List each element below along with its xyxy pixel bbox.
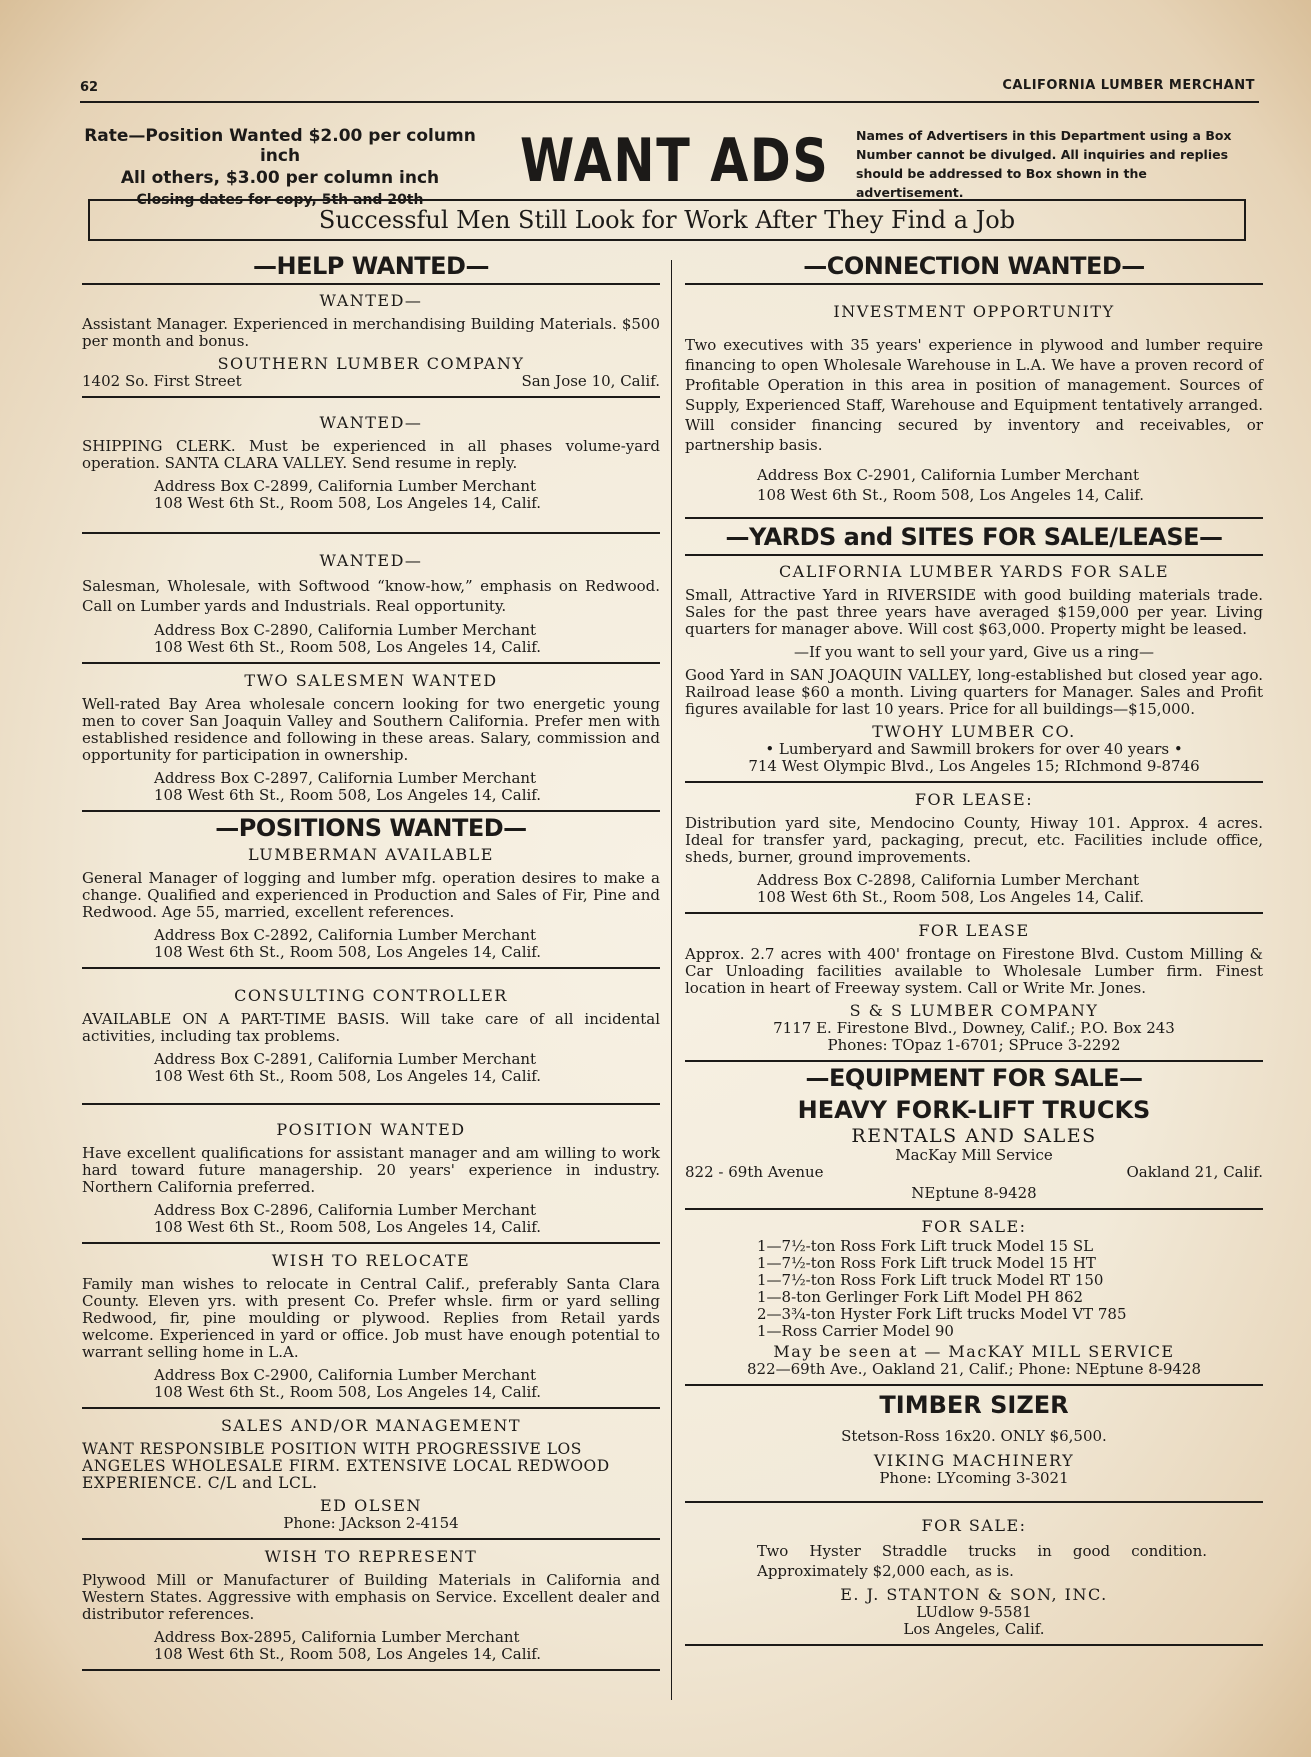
ad-company: SOUTHERN LUMBER COMPANY: [217, 354, 525, 373]
ad-pos-6: [82, 1540, 660, 1671]
rate-line-1: Rate—Position Wanted $2.00 per column inch: [84, 126, 476, 166]
address-line-2: 108 West 6th St., Room 508, Los Angeles 14, Calif.: [154, 786, 542, 804]
list-item: 1—7½-ton Ross Fork Lift truck Model 15 HT: [757, 1254, 1096, 1272]
ad-phone: LUdlow 9-5581: [916, 1603, 1032, 1621]
section-help-wanted: —HELP WANTED—: [82, 252, 660, 285]
ad-address: [82, 927, 660, 961]
ad-body: AVAILABLE ON A PART-TIME BASIS. Will take care of all incidental activities, including tax problems.: [82, 1010, 660, 1045]
ad-heading: FOR LEASE: [918, 921, 1030, 940]
ad-body-2: Good Yard in SAN JOAQUIN VALLEY, long-established but closed year ago. Railroad lease $60 a month. Living quarters for Manager. Sales and Profit figures available for last 10 years. Price for all buildings—$15,000.: [685, 666, 1263, 718]
ad-pos-2: [82, 969, 660, 1105]
section-yards-sites: —YARDS and SITES FOR SALE/LEASE—: [685, 523, 1263, 556]
address-line-2: 108 West 6th St., Room 508, Los Angeles 14, Calif.: [154, 1067, 542, 1085]
ad-tagline: —If you want to sell your yard, Give us a ring—: [794, 643, 1154, 661]
ad-phone: NEptune 8-9428: [911, 1184, 1037, 1202]
rate-line-2: All others, $3.00 per column inch: [120, 168, 440, 188]
left-column: [82, 252, 660, 1671]
address-line-2: 108 West 6th St., Room 508, Los Angeles 14, Calif.: [154, 638, 542, 656]
ad-address: [82, 770, 660, 804]
address-line-1: Address Box C-2899, California Lumber Merchant: [154, 477, 537, 495]
slogan-box: Successful Men Still Look for Work After They Find a Job: [88, 199, 1246, 241]
ad-line-2: Phones: TOpaz 1-6701; SPruce 3-2292: [827, 1036, 1121, 1054]
ad-pos-3: [82, 1105, 660, 1244]
section-equipment: —EQUIPMENT FOR SALE—: [805, 1064, 1143, 1092]
ad-equip-2: [685, 1210, 1263, 1386]
address-line-2: 108 West 6th St., Room 508, Los Angeles 14, Calif.: [154, 1218, 542, 1236]
address-line-2: 108 West 6th St., Room 508, Los Angeles 14, Calif.: [154, 494, 542, 512]
ad-address: [82, 1629, 660, 1663]
ad-heading: TWO SALESMEN WANTED: [244, 671, 498, 690]
ad-heading: WISH TO RELOCATE: [271, 1251, 471, 1270]
ad-address: [82, 622, 660, 656]
ad-address: [82, 1367, 660, 1401]
ad-pos-1: [82, 845, 660, 969]
ad-phone: Phone: LYcoming 3-3021: [879, 1469, 1069, 1487]
ad-title: TIMBER SIZER: [879, 1391, 1069, 1419]
address-line-1: Address Box C-2897, California Lumber Merchant: [154, 769, 537, 787]
ad-yards-1: [685, 562, 1263, 783]
ad-help-3: [82, 534, 660, 664]
ad-body: Two Hyster Straddle trucks in good condition. Approximately $2,000 each, as is.: [757, 1542, 1207, 1580]
running-head: CALIFORNIA LUMBER MERCHANT: [1002, 78, 1255, 93]
address-line-1: Address Box C-2900, California Lumber Merchant: [154, 1366, 537, 1384]
ad-heading: SALES AND/OR MANAGEMENT: [220, 1416, 522, 1435]
ad-city: San Jose 10, Calif.: [521, 372, 660, 390]
column-divider: [671, 260, 672, 1700]
section-positions-wanted: —POSITIONS WANTED—: [215, 814, 527, 842]
ad-body: Well-rated Bay Area wholesale concern looking for two energetic young men to cover San Joaquin Valley and Southern California. Prefer men with established residence and following in these areas. Salary, commission and opportunity for participation in ownership.: [82, 695, 660, 764]
ad-pos-5: [82, 1409, 660, 1540]
ad-body: Plywood Mill or Manufacturer of Building Materials in California and Western States. Aggressive with emphasis on Service. Excellent dealer and distributor references.: [82, 1571, 660, 1623]
ad-heading: WISH TO REPRESENT: [264, 1547, 478, 1566]
ad-heading: WANTED—: [319, 551, 423, 570]
ad-company: TWOHY LUMBER CO.: [872, 722, 1076, 741]
address-line-1: Address Box C-2892, California Lumber Merchant: [154, 926, 537, 944]
ad-heading: FOR LEASE:: [914, 790, 1034, 809]
ad-line-2: 822—69th Ave., Oakland 21, Calif.; Phone: NEptune 8-9428: [747, 1360, 1201, 1378]
ad-equip-3: [685, 1386, 1263, 1503]
ad-help-1: [82, 291, 660, 398]
ad-body: Approx. 2.7 acres with 400' frontage on Firestone Blvd. Custom Milling & Car Unloading facilities available to Wholesale Lumber firm. Finest location in heart of Freeway system. Call or Write Mr. Jones.: [685, 945, 1263, 997]
ad-body: SHIPPING CLERK. Must be experienced in all phases volume-yard operation. SANTA CLARA VALLEY. Send resume in reply.: [82, 437, 660, 472]
ad-address: [685, 465, 1263, 505]
list-item: 1—7½-ton Ross Fork Lift truck Model RT 150: [757, 1271, 1104, 1289]
ad-heading: LUMBERMAN AVAILABLE: [248, 845, 494, 864]
ad-address: [82, 1202, 660, 1236]
page-title: WANT ADS: [520, 126, 830, 196]
ad-yards-2: [685, 783, 1263, 914]
right-column: [685, 252, 1263, 1646]
rate-line-3: Closing dates for copy, 5th and 20th: [136, 192, 424, 208]
address-line-1: Address Box-2895, California Lumber Merchant: [154, 1628, 520, 1646]
ad-pos-4: [82, 1244, 660, 1409]
list-item: 1—Ross Carrier Model 90: [757, 1322, 954, 1340]
ad-name: ED OLSEN: [320, 1496, 422, 1515]
ad-address: [685, 1164, 1263, 1181]
address-line-1: Address Box C-2898, California Lumber Merchant: [757, 871, 1140, 889]
ad-address: [685, 872, 1263, 906]
ad-help-4: [82, 664, 660, 812]
page-number: 62: [80, 80, 99, 95]
ad-equip-1: [685, 1095, 1263, 1210]
address-line-1: Address Box C-2901, California Lumber Merchant: [757, 466, 1140, 484]
address-line-2: 108 West 6th St., Room 508, Los Angeles 14, Calif.: [154, 1383, 542, 1401]
address-line-2: 108 West 6th St., Room 508, Los Angeles 14, Calif.: [154, 943, 542, 961]
ad-address: [82, 373, 660, 390]
ad-line-1: 7117 E. Firestone Blvd., Downey, Calif.; P.O. Box 243: [773, 1019, 1175, 1037]
ad-conn-1: [685, 291, 1263, 519]
ad-city: Oakland 21, Calif.: [1126, 1163, 1263, 1181]
ad-yards-3: [685, 914, 1263, 1062]
ad-heading: CONSULTING CONTROLLER: [234, 986, 508, 1005]
ad-body: Assistant Manager. Experienced in merchandising Building Materials. $500 per month and bonus.: [82, 315, 660, 350]
top-rule: [80, 101, 1259, 103]
rate-info: [80, 126, 480, 208]
ad-body: Have excellent qualifications for assistant manager and am willing to work hard toward future managership. 20 years' experience in industry. Northern California preferred.: [82, 1144, 660, 1196]
address-line-2: 108 West 6th St., Room 508, Los Angeles 14, Calif.: [757, 888, 1145, 906]
list-item: 1—8-ton Gerlinger Fork Lift Model PH 862: [757, 1288, 1084, 1306]
list-item: 1—7½-ton Ross Fork Lift truck Model 15 SL: [757, 1237, 1094, 1255]
ad-phone: Phone: JAckson 2-4154: [283, 1514, 459, 1532]
ad-line-1: • Lumberyard and Sawmill brokers for over 40 years •: [765, 740, 1183, 758]
ad-company: E. J. STANTON & SON, INC.: [840, 1585, 1108, 1604]
ad-line-2: 714 West Olympic Blvd., Los Angeles 15; RIchmond 9-8746: [748, 757, 1200, 775]
ad-equip-4: [685, 1503, 1263, 1646]
ad-body: Two executives with 35 years' experience in plywood and lumber require financing to open Wholesale Warehouse in L.A. We have a proven record of Profitable Operation in this area in position of management. Sources of Supply, Experienced Staff, Warehouse and Equipment tentatively arranged. Will consider financing secured by inventory and receivables, or partnership basis.: [685, 336, 1263, 454]
ad-body: General Manager of logging and lumber mfg. operation desires to make a change. Qualified and experienced in Production and Sales of Fir, Pine and Redwood. Age 55, married, excellent references.: [82, 869, 660, 921]
advertiser-notice: Names of Advertisers in this Department using a Box Number cannot be divulged. All inquiries and replies should be addressed to Box shown in the advertisement.: [856, 128, 1232, 200]
ad-heading: INVESTMENT OPPORTUNITY: [833, 302, 1115, 321]
address-line-1: Address Box C-2891, California Lumber Merchant: [154, 1050, 537, 1068]
ad-heading: FOR SALE:: [921, 1217, 1027, 1236]
ad-title: HEAVY FORK-LIFT TRUCKS: [797, 1096, 1151, 1124]
ad-address: [82, 478, 660, 512]
ad-line-1: Stetson-Ross 16x20. ONLY $6,500.: [841, 1427, 1107, 1445]
ad-heading: WANTED—: [319, 413, 423, 432]
ad-body: WANT RESPONSIBLE POSITION WITH PROGRESSIVE LOS ANGELES WHOLESALE FIRM. EXTENSIVE LOCAL REDWOOD EXPERIENCE. C/L and LCL.: [82, 1440, 610, 1492]
ad-help-2: [82, 398, 660, 534]
ad-subtitle: RENTALS AND SALES: [851, 1125, 1097, 1147]
ad-heading: WANTED—: [319, 291, 423, 310]
ad-address: [82, 1051, 660, 1085]
list-item: 2—3¾-ton Hyster Fork Lift trucks Model VT 785: [757, 1305, 1127, 1323]
ad-body-1: Small, Attractive Yard in RIVERSIDE with good building materials trade. Sales for the past three years have averaged $159,000 per year. Living quarters for manager above. Will cost $63,000. Property might be leased.: [685, 586, 1263, 638]
section-connection-wanted: —CONNECTION WANTED—: [685, 252, 1263, 285]
ad-body: Distribution yard site, Mendocino County, Hiway 101. Approx. 4 acres. Ideal for transfer yard, packaging, precut, etc. Facilities include office, sheds, burner, ground improvements.: [685, 814, 1263, 866]
ad-company: VIKING MACHINERY: [873, 1451, 1075, 1470]
address-line-2: 108 West 6th St., Room 508, Los Angeles 14, Calif.: [154, 1645, 542, 1663]
address-line-1: Address Box C-2896, California Lumber Merchant: [154, 1201, 537, 1219]
ad-body: Salesman, Wholesale, with Softwood “know-how,” emphasis on Redwood. Call on Lumber yards and Industrials. Real opportunity.: [82, 577, 660, 615]
address-line-1: Address Box C-2890, California Lumber Merchant: [154, 621, 537, 639]
ad-street: 822 - 69th Avenue: [685, 1163, 824, 1181]
ad-heading: FOR SALE:: [921, 1516, 1027, 1535]
address-line-2: 108 West 6th St., Room 508, Los Angeles 14, Calif.: [757, 486, 1145, 504]
ad-heading: POSITION WANTED: [276, 1120, 466, 1139]
ad-company: MacKay Mill Service: [895, 1146, 1053, 1164]
ad-street: 1402 So. First Street: [82, 372, 242, 390]
ad-line-1: May be seen at — MacKAY MILL SERVICE: [773, 1342, 1175, 1361]
ad-heading: CALIFORNIA LUMBER YARDS FOR SALE: [778, 562, 1170, 581]
ad-body: Family man wishes to relocate in Central Calif., preferably Santa Clara County. Eleven yrs. with present Co. Prefer whsle. firm or yard selling Redwood, fir, pine moulding or plywood. Replies from Retail yards welcome. Experienced in yard or office. Job must have enough potential to warrant selling home in L.A.: [82, 1275, 660, 1361]
ad-company: S & S LUMBER COMPANY: [849, 1001, 1099, 1020]
equipment-list: [685, 1238, 1263, 1340]
ad-city: Los Angeles, Calif.: [903, 1620, 1045, 1638]
